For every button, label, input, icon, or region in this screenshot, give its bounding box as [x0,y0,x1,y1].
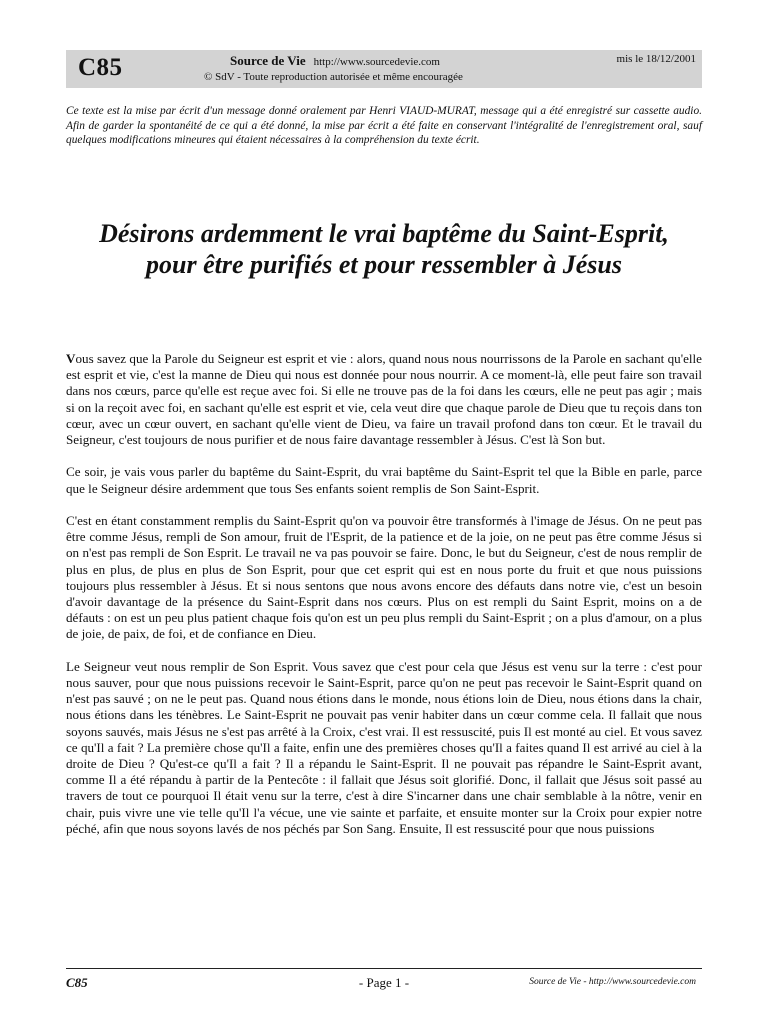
drop-cap: V [66,351,76,366]
document-code: C85 [78,54,123,81]
document-title [40,218,728,280]
paragraph-1-text: ous savez que la Parole du Seigneur est esprit et vie : alors, quand nous nous nourrissons de la Parole en sachant qu'elle est esprit et vie, c'est la manne de Dieu qui nous est donnée pour nous nourrir. A ce moment-là, elle peut faire son travail dans nos cœurs, parce qu'elle est reçue avec foi. Si elle ne trouve pas de la foi dans les cœurs, elle ne peut pas agir ; mais si on la reçoit avec foi, en sachant qu'elle est esprit et vie, cela veut dire que chaque parole de Dieu que tu reçois dans ton cœur, avec un cœur ouvert, en sachant qu'elle vient de Dieu, va faire un travail profond dans ton cœur. Et le travail du Seigneur, c'est toujours de nous purifier et de nous faire davantage ressembler à Jésus. C'est là Son but. [66,351,702,448]
paragraph-4: Le Seigneur veut nous remplir de Son Esprit. Vous savez que c'est pour cela que Jésus est venu sur la terre : c'est pour nous sauver, pour que nous puissions recevoir le Saint-Esprit, parce qu'on ne peut pas recevoir le Saint-Esprit quand on n'est pas sauvé ; on ne le peut pas. Quand nous étions dans le monde, nous étions loin de Dieu, nous étions dans la chair, nous étions dans les ténèbres. Le Saint-Esprit ne pouvait pas venir habiter dans un cœur comme cela. Il fallait que nous soyons sauvés, mais Jésus ne s'est pas arrêté à la Croix, c'est vrai. Il est ressuscité, puis Il est monté au ciel. Et vous savez ce qu'Il a fait ? La première chose qu'Il a faite, enfin une des premières choses qu'Il a faites quand Il est arrivé au ciel à la droite de Dieu ? Qu'est-ce qu'Il a fait ? Il a répandu le Saint-Esprit. Il ne pouvait pas répandre le Saint-Esprit avant, comme Il a été répandu à partir de la Pentecôte : il fallait que Jésus soit glorifié. Donc, il fallait que Jésus soit passé au travers de tout ce pourquoi Il était venu sur la terre, c'est à dire S'incarner dans une chair semblable à la nôtre, venir en chair, puis vivre une vie telle qu'Il l'a vécue, une vie sainte et parfaite, et ensuite monter sur la Croix pour expier notre péché, afin que nous soyons lavés de nos péchés par Son Sang. Ensuite, Il est ressuscité pour que nous puissions [66,658,702,836]
paragraph-1 [66,351,702,448]
copyright-notice: © SdV - Toute reproduction autorisée et même encouragée [204,71,463,83]
title-line-2: pour être purifiés et pour ressembler à Jésus [146,250,622,279]
paragraph-2: Ce soir, je vais vous parler du baptême du Saint-Esprit, du vrai baptême du Saint-Esprit tel que la Bible en parle, parce que le Seigneur désire ardemment que tous Ses enfants soient remplis de Son Saint-Esprit. [66,464,702,496]
brand-name: Source de Vie [230,53,306,68]
footer-source: Source de Vie - http://www.sourcedevie.com [529,977,696,987]
document-header [66,50,702,88]
paragraph-3: C'est en étant constamment remplis du Saint-Esprit qu'on va pouvoir être transformés à l'image de Jésus. On ne peut pas être comme Jésus, rempli de Son amour, fruit de l'Esprit, de la patience et de la joie, on ne peut pas être comme Jésus si on n'est pas rempli de Son Esprit. Le travail ne va pas pouvoir se faire. Donc, le but du Seigneur, c'est de nous remplir de plus en plus, de plus en plus de Son Esprit, pour que cet esprit qui est en nous porte du fruit et que nous puissions toujours plus ressembler à Jésus. Et si nous sentons que nous avons encore des défauts dans notre vie, c'est un besoin d'avoir davantage de la présence du Saint-Esprit dans nos cœurs. Plus on est rempli du Saint Esprit, moins on a de défauts : on est un peu plus patient chaque fois qu'on est un peu plus rempli du Saint-Esprit ; on a plus d'amour, on a plus de joie, de paix, de foi, et de confiance en Dieu. [66,513,702,642]
document-body [66,351,702,853]
publish-date: mis le 18/12/2001 [616,53,696,65]
footer-divider [66,968,702,969]
footer-code: C85 [66,975,88,990]
title-line-1: Désirons ardemment le vrai baptême du Saint-Esprit, [99,219,669,248]
intro-note: Ce texte est la mise par écrit d'un message donné oralement par Henri VIAUD-MURAT, message qui a été enregistré sur cassette audio. Afin de garder la spontanéité de ce qui a été donné, la mise par écrit a été faite en conservant l'intégralité de l'enregistrement oral, sauf quelques modifications mineures qui étaient nécessaires à la compréhension du texte écrit. [66,105,702,147]
brand-url: http://www.sourcedevie.com [313,56,440,68]
page-number: - Page 1 - [358,975,410,990]
header-source-block [204,53,524,85]
